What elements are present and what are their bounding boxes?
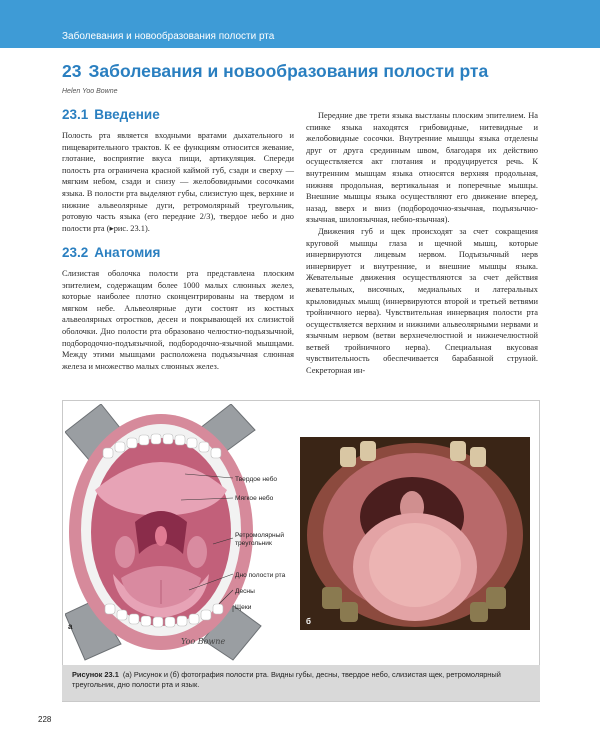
label-floor-of-mouth: Дно полости рта [235, 572, 286, 579]
figure-caption [72, 670, 532, 690]
mouth-photo [300, 437, 530, 630]
paragraph: Движения губ и щек происходят за счет сокращения круговой мышцы глаза и щечной мышц, которые иннервируются лицевым нервом. Подъязычный нерв иннервирует и внутренние, и внешние мышцы языка. Жевательные движения осуществляются за счет действия жевательных, височных, медиальных и латеральных крыловидных мышц (иннервируются второй и третьей ветвями тройничного нерва). Чувствительная иннервация полости рта осуществляется верхним и нижними альвеолярными нервами и язычным нервом (ветви верхнечелюстной и нижнечелюстной ветвей тройничного нерва). Специальная вкусовая чувствительность обеспечивается барабанной струной. Секреторная ин- [306, 226, 538, 376]
label-cheeks: Щеки [235, 604, 252, 611]
section-title: Введение [94, 107, 160, 122]
paragraph: Полость рта является входными вратами дыхательного и пищеварительного трактов. К ее функциям относится жевание, глотание, восприятие вкуса пищи, артикуляция. Спереди полость рта ограничена красной каймой губ, сзади и сверху — мягким небом, сзади и снизу — желобовидными сосочками языка. В полости рта выделяют губы, слизистую щек, верхние и нижние альвеолярные дуги, ретромолярный треугольник, ротовую часть языка (его передние 2/3), твердое небо и дно полости рта (▸рис. 23.1). [62, 131, 294, 233]
paragraph: Слизистая оболочка полости рта представлена плоским эпителием, содержащим более 1000 малых слюнных желез, которые наиболее плотно сконцентрированы на твердом и мягком небе. Альвеолярные дуги состоят из костных альвеолярных отростков, десен и покрывающей их слизистой оболочки. Дно полости рта образовано челюстно-подъязычной, подбородочно-подъязычной, подбородочно-язычной мышцами. Между этими мышцами расположена подъязычная слюнная железа и множество малых слюнных желез. [62, 269, 294, 371]
section-number: 23.1 [62, 107, 89, 122]
label-soft-palate: Мягкое небо [235, 495, 274, 502]
paragraph: Передние две трети языка выстланы плоским эпителием. На спинке языка находятся грибовидные, нитевидные и желобовидные сосочки. Внутренние мышцы языка отделены друг от друга срединным швом, благодаря их действию осуществляется акт глотания и продуцируется речь. К внутренним мышцам языка относятся верхняя продольная, нижняя продольная, вертикальная и поперечные мышцы. Внешние мышцы языка осуществляют его движение вперед, назад, вверх и вниз (подбородочно-язычная, подъязычно-язычная, шилоязычная, небно-язычная). [306, 111, 538, 225]
running-header [0, 0, 600, 48]
running-title: Заболевания и новообразования полости рта [62, 31, 275, 42]
section-number: 23.2 [62, 245, 89, 260]
caption-text: (а) Рисунок и (б) фотография полости рта. Видны губы, десны, твердое небо, слизистая щек, ретромолярный треугольник, дно полости рта и язык. [72, 670, 501, 689]
illustrator-signature: Yoo Bowne [181, 637, 226, 646]
chapter-title [62, 61, 488, 82]
caption-label: Рисунок 23.1 [72, 670, 119, 679]
label-retromolar-trigone: Ретромолярный треугольник [235, 532, 285, 547]
panel-letter-a: а [68, 622, 73, 631]
chapter-author: Helen Yoo Bowne [62, 88, 118, 95]
label-hard-palate: Твердое небо [235, 476, 278, 483]
section-title: Анатомия [94, 245, 161, 260]
section-heading-anatomy [62, 245, 160, 260]
right-column-body [306, 110, 538, 377]
mouth-photo-drawing [300, 437, 530, 630]
anatomy-body [62, 268, 294, 372]
chapter-number: 23 [62, 61, 82, 81]
label-gums: Десны [235, 588, 255, 595]
page-number: 228 [38, 715, 52, 724]
chapter-title-text: Заболевания и новообразования полости рта [88, 61, 489, 81]
panel-letter-b: б [306, 617, 311, 626]
intro-body [62, 130, 294, 234]
section-heading-intro [62, 107, 160, 122]
